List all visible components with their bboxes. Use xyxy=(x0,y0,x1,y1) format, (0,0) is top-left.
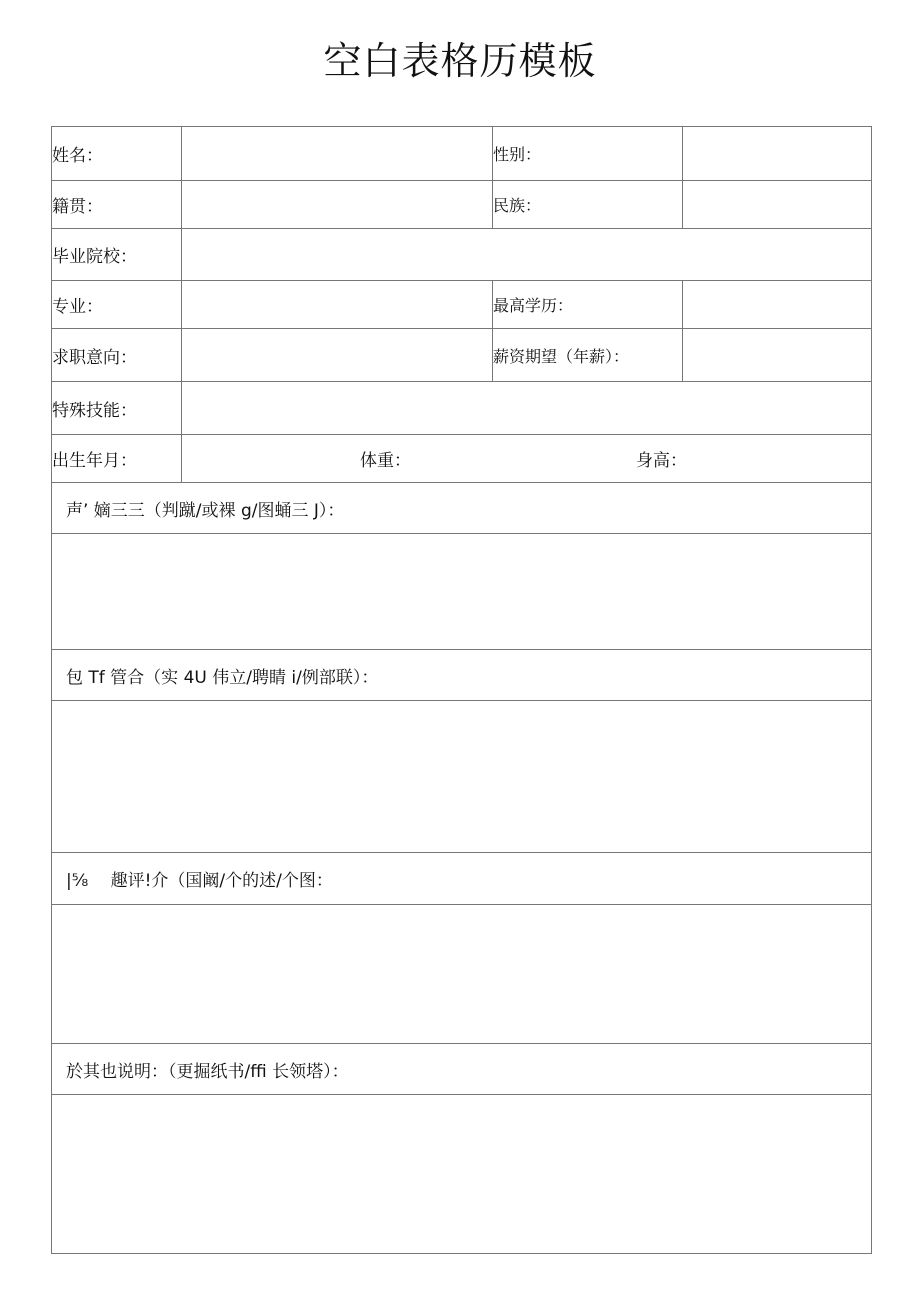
label-name: 姓名： xyxy=(52,146,103,166)
label-weight: 体重： xyxy=(360,451,411,471)
section-textarea[interactable] xyxy=(52,701,872,852)
section-textarea[interactable] xyxy=(52,905,872,1043)
weight-field[interactable] xyxy=(452,435,632,482)
major-field[interactable] xyxy=(182,281,492,328)
label-birth: 出生年月： xyxy=(52,451,137,471)
page-title: 空白表格历模板 xyxy=(323,39,597,83)
education-field[interactable] xyxy=(683,281,872,328)
skills-field[interactable] xyxy=(182,382,872,434)
section-heading: 於其也说明：（更掘纸书/ffi 长领塔）： xyxy=(66,1061,349,1082)
label-skills: 特殊技能： xyxy=(52,400,137,421)
label-gender: 性别： xyxy=(493,145,542,164)
ethnicity-field[interactable] xyxy=(683,181,872,228)
section-heading: |⅝ 趣评!介（国阚/个的述/个图： xyxy=(66,871,333,891)
label-native-place: 籍贯： xyxy=(52,197,103,217)
height-field[interactable] xyxy=(728,435,872,482)
native-place-field[interactable] xyxy=(182,181,492,228)
label-height: 身高： xyxy=(636,451,687,471)
label-school: 毕业院校： xyxy=(52,247,137,267)
gender-field[interactable] xyxy=(683,127,872,180)
label-education: 最高学历： xyxy=(493,296,574,315)
section-heading: 声’ 嫡三三（判蹴/或裸 g/图蛹三 J）： xyxy=(66,500,345,521)
section-textarea[interactable] xyxy=(52,534,872,649)
label-salary: 薪资期望（年薪）： xyxy=(493,346,630,366)
name-field[interactable] xyxy=(182,127,492,180)
label-ethnicity: 民族： xyxy=(493,196,542,215)
section-heading: 包 Tf 管合（实 4U 伟立/聘睛 i/例部联）： xyxy=(66,667,379,688)
label-major: 专业： xyxy=(52,297,103,317)
salary-field[interactable] xyxy=(683,329,872,381)
label-job-intention: 求职意向： xyxy=(52,347,137,368)
resume-form xyxy=(51,126,872,1254)
school-field[interactable] xyxy=(182,229,872,280)
job-intention-field[interactable] xyxy=(182,329,492,381)
section-textarea[interactable] xyxy=(52,1095,872,1253)
birth-field[interactable] xyxy=(182,435,362,482)
